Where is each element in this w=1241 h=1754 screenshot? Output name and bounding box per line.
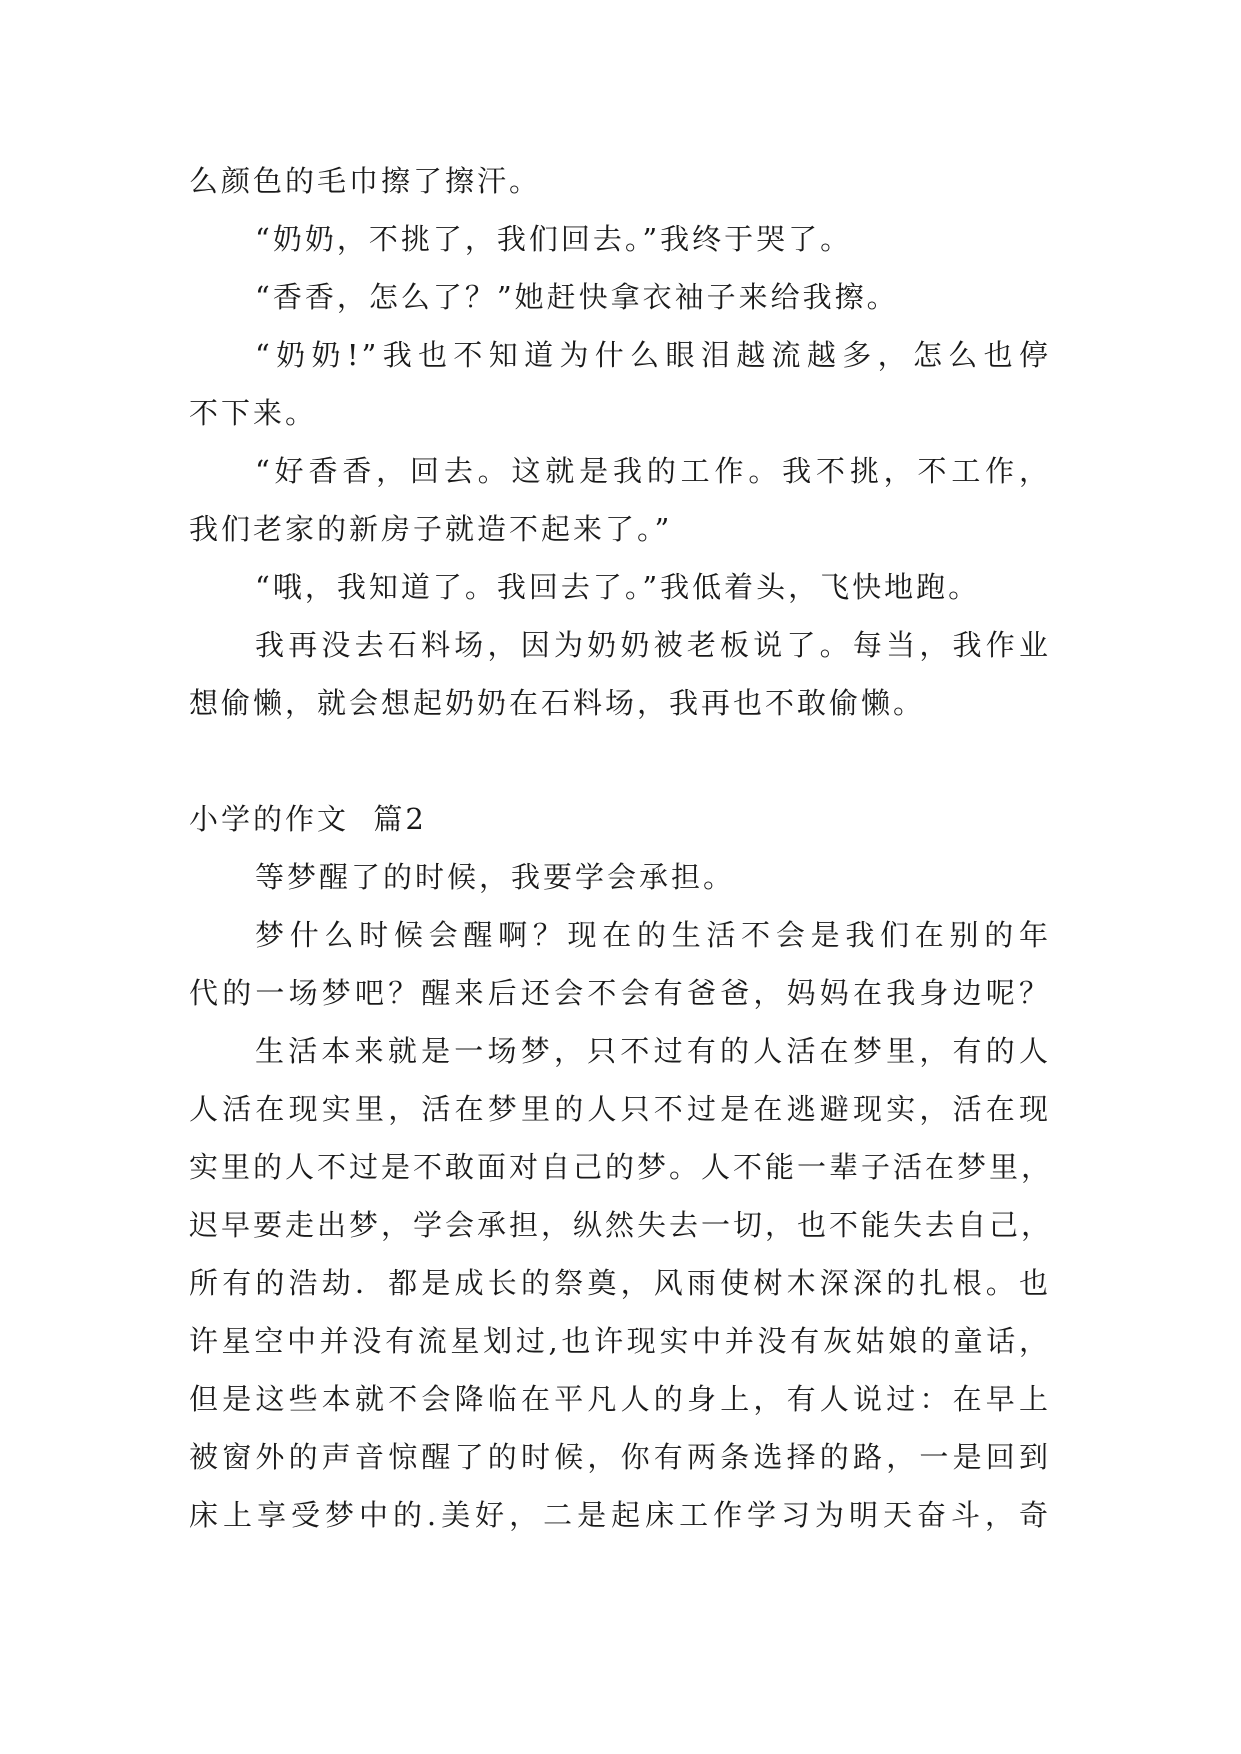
section-gap [189,732,1051,790]
paragraph-line: 等梦醒了的时候，我要学会承担。 [255,860,736,894]
paragraph-line: 实里的人不过是不敢面对自己的梦。人不能一辈子活在梦里， [189,1150,1054,1184]
paragraph-line: 梦什么时候会醒啊？现在的生活不会是我们在别的年 [255,918,1051,952]
paragraph-line: 不下来。 [189,396,318,430]
paragraph-line: “好香香，回去。这就是我的工作。我不挑，不工作， [255,454,1051,488]
paragraph-line: 我再没去石料场，因为奶奶被老板说了。每当，我作业 [255,628,1051,662]
paragraph-line: “奶奶!”我也不知道为什么眼泪越流越多，怎么也停 [255,338,1051,372]
document-body [189,152,1054,1544]
paragraph-line: 但是这些本就不会降临在平凡人的身上，有人说过：在早上 [189,1382,1051,1416]
paragraph-line: “香香，怎么了？”她赶快拿衣袖子来给我擦。 [255,280,899,314]
paragraph-line: 被窗外的声音惊醒了的时候，你有两条选择的路，一是回到 [189,1440,1051,1474]
paragraph-line: 我们老家的新房子就造不起来了。” [189,512,673,546]
paragraph-line: 床上享受梦中的.美好，二是起床工作学习为明天奋斗，奇 [189,1498,1051,1532]
paragraph-line: 迟早要走出梦，学会承担，纵然失去一切，也不能失去自己， [189,1208,1054,1242]
paragraph-line: 人活在现实里，活在梦里的人只不过是在逃避现实，活在现 [189,1092,1051,1126]
paragraph-line: 想偷懒，就会想起奶奶在石料场，我再也不敢偷懒。 [189,686,926,720]
paragraph-line: 许星空中并没有流星划过,也许现实中并没有灰姑娘的童话， [189,1324,1051,1358]
paragraph-line: 么颜色的毛巾擦了擦汗。 [189,164,542,198]
section-heading: 小学的作文 篇2 [189,802,427,836]
paragraph-line: 所有的浩劫．都是成长的祭奠，风雨使树木深深的扎根。也 [189,1266,1051,1300]
paragraph-line: 代的一场梦吧？醒来后还会不会有爸爸，妈妈在我身边呢？ [189,976,1051,1010]
paragraph-line: “哦，我知道了。我回去了。”我低着头，飞快地跑。 [255,570,981,604]
paragraph-line: “奶奶，不挑了，我们回去。”我终于哭了。 [255,222,853,256]
paragraph-line: 生活本来就是一场梦，只不过有的人活在梦里，有的人 [255,1034,1051,1068]
